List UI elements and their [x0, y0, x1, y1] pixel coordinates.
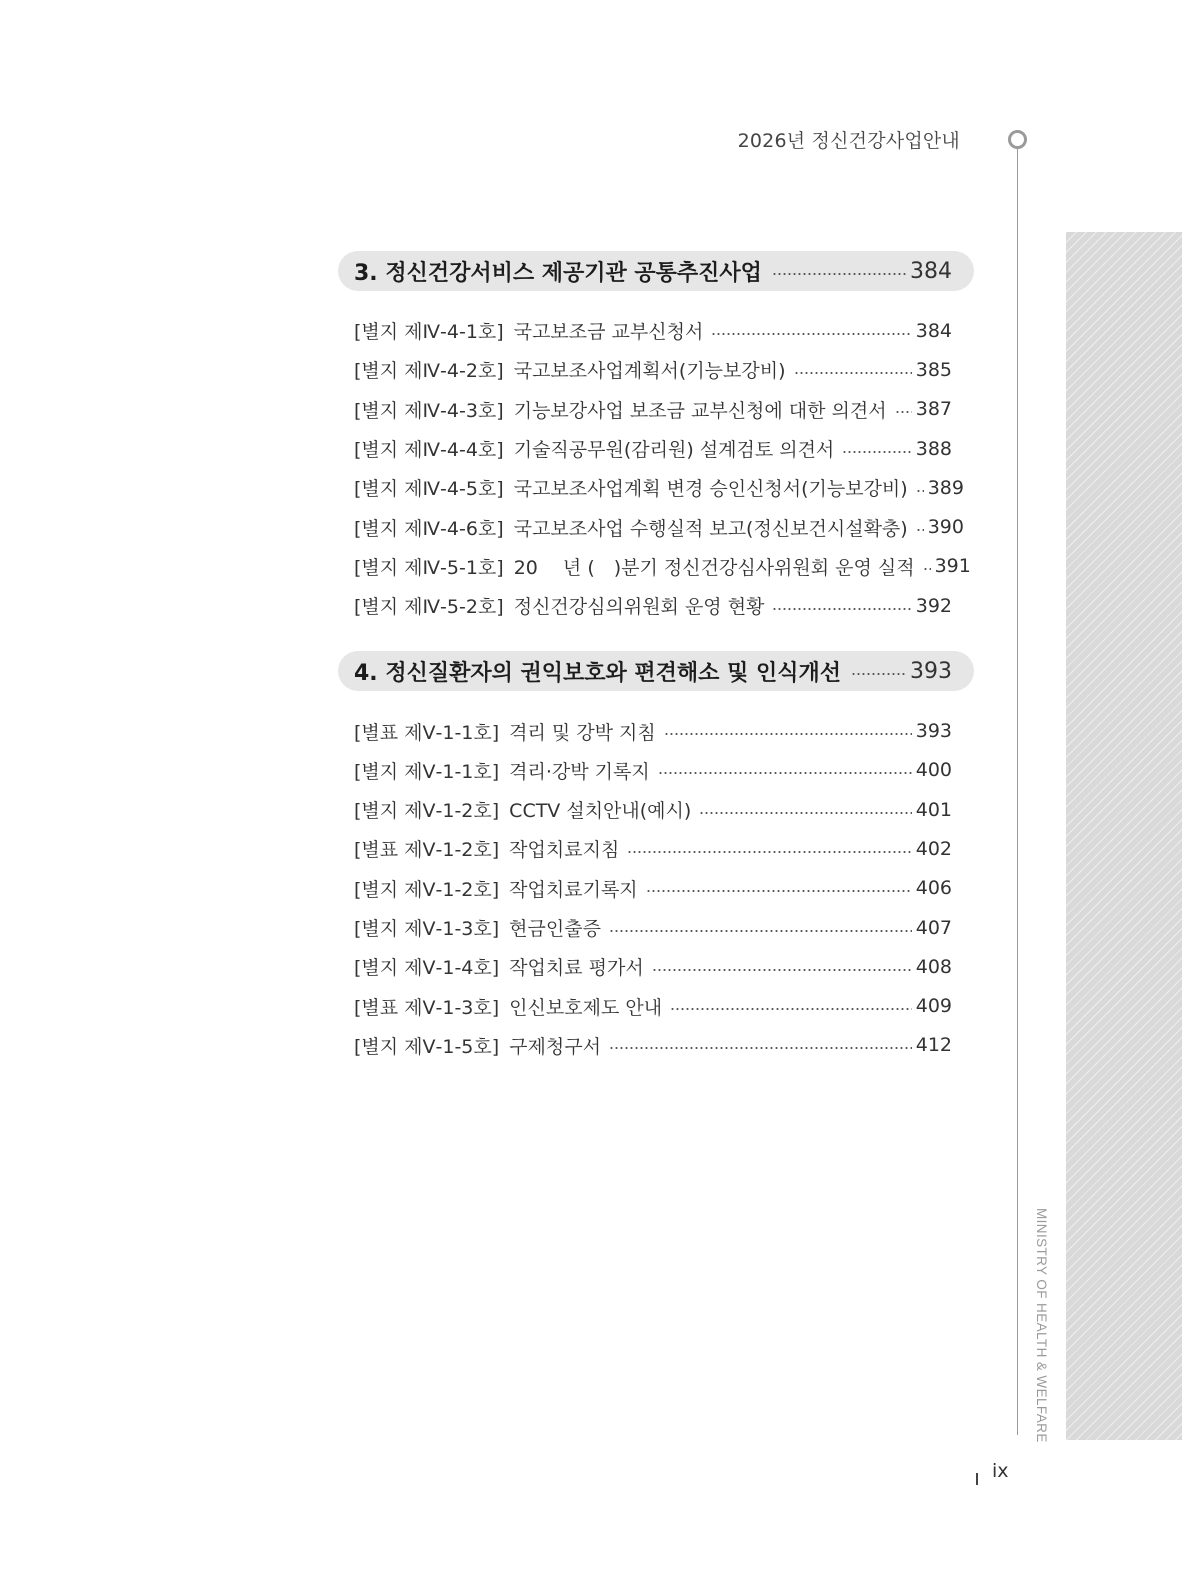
- entry-page: 409: [915, 995, 952, 1018]
- ministry-side-text: MINISTRY OF HEALTH & WELFARE: [1034, 1208, 1049, 1443]
- entry-title: 격리 및 강박 지침: [509, 721, 656, 744]
- entry-ref: [별지 제Ⅴ-1-5호]: [354, 1035, 500, 1058]
- entry-ref: [별표 제Ⅴ-1-1호]: [354, 721, 500, 744]
- dot-leader: [842, 451, 911, 453]
- dot-leader: [794, 372, 912, 374]
- toc-entry[interactable]: [338, 311, 974, 350]
- section-title: 4. 정신질환자의 권익보호와 편견해소 및 인식개선: [354, 660, 842, 686]
- entry-ref: [별지 제Ⅳ-4-5호]: [354, 478, 504, 501]
- circle-icon: [1008, 130, 1027, 149]
- entry-ref: [별지 제Ⅴ-1-1호]: [354, 760, 500, 783]
- page-number: ix: [992, 1460, 1009, 1482]
- toc-entry[interactable]: [338, 947, 974, 986]
- dot-leader: [664, 733, 912, 735]
- entry-page: 388: [915, 437, 952, 460]
- entry-page: 400: [915, 759, 952, 782]
- dot-leader: [658, 772, 912, 774]
- toc-entry[interactable]: [338, 790, 974, 829]
- entry-title: 국고보조사업계획서(기능보강비): [513, 360, 786, 383]
- toc-entry[interactable]: [338, 1026, 974, 1065]
- entry-ref: [별지 제Ⅳ-4-1호]: [354, 321, 504, 344]
- dot-leader: [711, 333, 911, 335]
- footer-tick: [976, 1473, 978, 1485]
- running-header: 2026년 정신건강사업안내: [737, 130, 960, 152]
- entry-title: 국고보조사업계획 변경 승인신청서(기능보강비): [513, 478, 908, 501]
- toc-entry[interactable]: [338, 468, 974, 507]
- dot-leader: [851, 673, 906, 675]
- entry-ref: [별지 제Ⅴ-1-2호]: [354, 800, 500, 823]
- entry-page: 406: [915, 877, 952, 900]
- entry-title: 작업치료기록지: [509, 878, 638, 901]
- entry-title: 작업치료지침: [509, 839, 620, 862]
- entry-title: 국고보조사업 수행실적 보고(정신보건시설확충): [513, 517, 908, 540]
- entry-page: 408: [915, 955, 952, 978]
- dot-leader: [627, 851, 911, 853]
- entry-title: 현금인출증: [509, 918, 601, 940]
- toc-entry[interactable]: [338, 547, 974, 586]
- section-page: 393: [910, 658, 952, 684]
- entry-page: 393: [915, 720, 952, 743]
- entry-title: 정신건강심의위원회 운영 현황: [513, 596, 765, 619]
- section-page: 384: [910, 258, 952, 284]
- entry-ref: [별지 제Ⅳ-4-6호]: [354, 517, 504, 540]
- entry-ref: [별지 제Ⅴ-1-4호]: [354, 957, 500, 980]
- entry-page: 384: [915, 319, 952, 342]
- entry-ref: [별지 제Ⅳ-4-3호]: [354, 399, 504, 422]
- entry-page: 401: [915, 798, 952, 821]
- toc-entry[interactable]: [338, 429, 974, 468]
- dot-leader: [923, 568, 931, 570]
- toc-entry[interactable]: [338, 986, 974, 1025]
- toc-entry[interactable]: [338, 711, 974, 750]
- entry-ref: [별지 제Ⅳ-5-2호]: [354, 596, 504, 619]
- section-heading[interactable]: [338, 651, 974, 691]
- dot-leader: [772, 608, 911, 610]
- dot-leader: [916, 490, 924, 492]
- dot-leader: [646, 890, 912, 892]
- entry-ref: [별지 제Ⅴ-1-2호]: [354, 878, 500, 901]
- entry-title: 20 년 ( )분기 정신건강심사위원회 운영 실적: [513, 556, 915, 579]
- toc-entry[interactable]: [338, 507, 974, 546]
- toc-entry[interactable]: [338, 908, 974, 947]
- dot-leader: [916, 529, 924, 531]
- entry-title: 기능보강사업 보조금 교부신청에 대한 의견서: [513, 399, 887, 422]
- dot-leader: [609, 1047, 912, 1049]
- entry-ref: [별지 제Ⅳ-4-2호]: [354, 360, 504, 383]
- toc-entry[interactable]: [338, 869, 974, 908]
- dot-leader: [670, 1008, 912, 1010]
- entry-page: 390: [927, 516, 964, 539]
- entry-title: 구제청구서: [509, 1035, 601, 1058]
- entry-page: 407: [915, 916, 952, 939]
- entry-ref: [별지 제Ⅳ-4-4호]: [354, 439, 504, 462]
- entry-ref: [별표 제Ⅴ-1-2호]: [354, 839, 500, 862]
- side-tab-pattern: [1066, 232, 1182, 1440]
- entry-page: 392: [915, 594, 952, 617]
- entry-page: 402: [915, 837, 952, 860]
- dot-leader: [699, 812, 911, 814]
- section-title: 3. 정신건강서비스 제공기관 공통추진사업: [354, 260, 762, 286]
- entry-title: 인신보호제도 안내: [509, 996, 663, 1019]
- entry-page: 389: [927, 476, 964, 499]
- dot-leader: [609, 930, 912, 932]
- toc-entry[interactable]: [338, 390, 974, 429]
- dot-leader: [652, 969, 912, 971]
- section-heading[interactable]: [338, 251, 974, 291]
- entry-title: 작업치료 평가서: [509, 957, 644, 980]
- entry-ref: [별지 제Ⅳ-5-1호]: [354, 556, 504, 579]
- entry-page: 385: [915, 358, 952, 381]
- toc-entry[interactable]: [338, 586, 974, 625]
- entry-ref: [별표 제Ⅴ-1-3호]: [354, 996, 500, 1019]
- entry-title: 국고보조금 교부신청서: [513, 321, 704, 344]
- toc-entry[interactable]: [338, 829, 974, 868]
- table-of-contents: [338, 251, 974, 1065]
- toc-entry[interactable]: [338, 350, 974, 389]
- entry-title: 기술직공무원(감리원) 설계검토 의견서: [513, 439, 835, 462]
- dot-leader: [895, 411, 912, 413]
- entry-page: 412: [915, 1034, 952, 1057]
- vertical-rule: [1017, 148, 1018, 1435]
- entry-ref: [별지 제Ⅴ-1-3호]: [354, 918, 500, 940]
- entry-title: 격리·강박 기록지: [509, 760, 650, 783]
- entry-page: 391: [934, 555, 971, 578]
- entry-title: CCTV 설치안내(예시): [509, 800, 692, 823]
- entry-page: 387: [915, 398, 952, 421]
- dot-leader: [772, 273, 906, 275]
- toc-entry[interactable]: [338, 751, 974, 790]
